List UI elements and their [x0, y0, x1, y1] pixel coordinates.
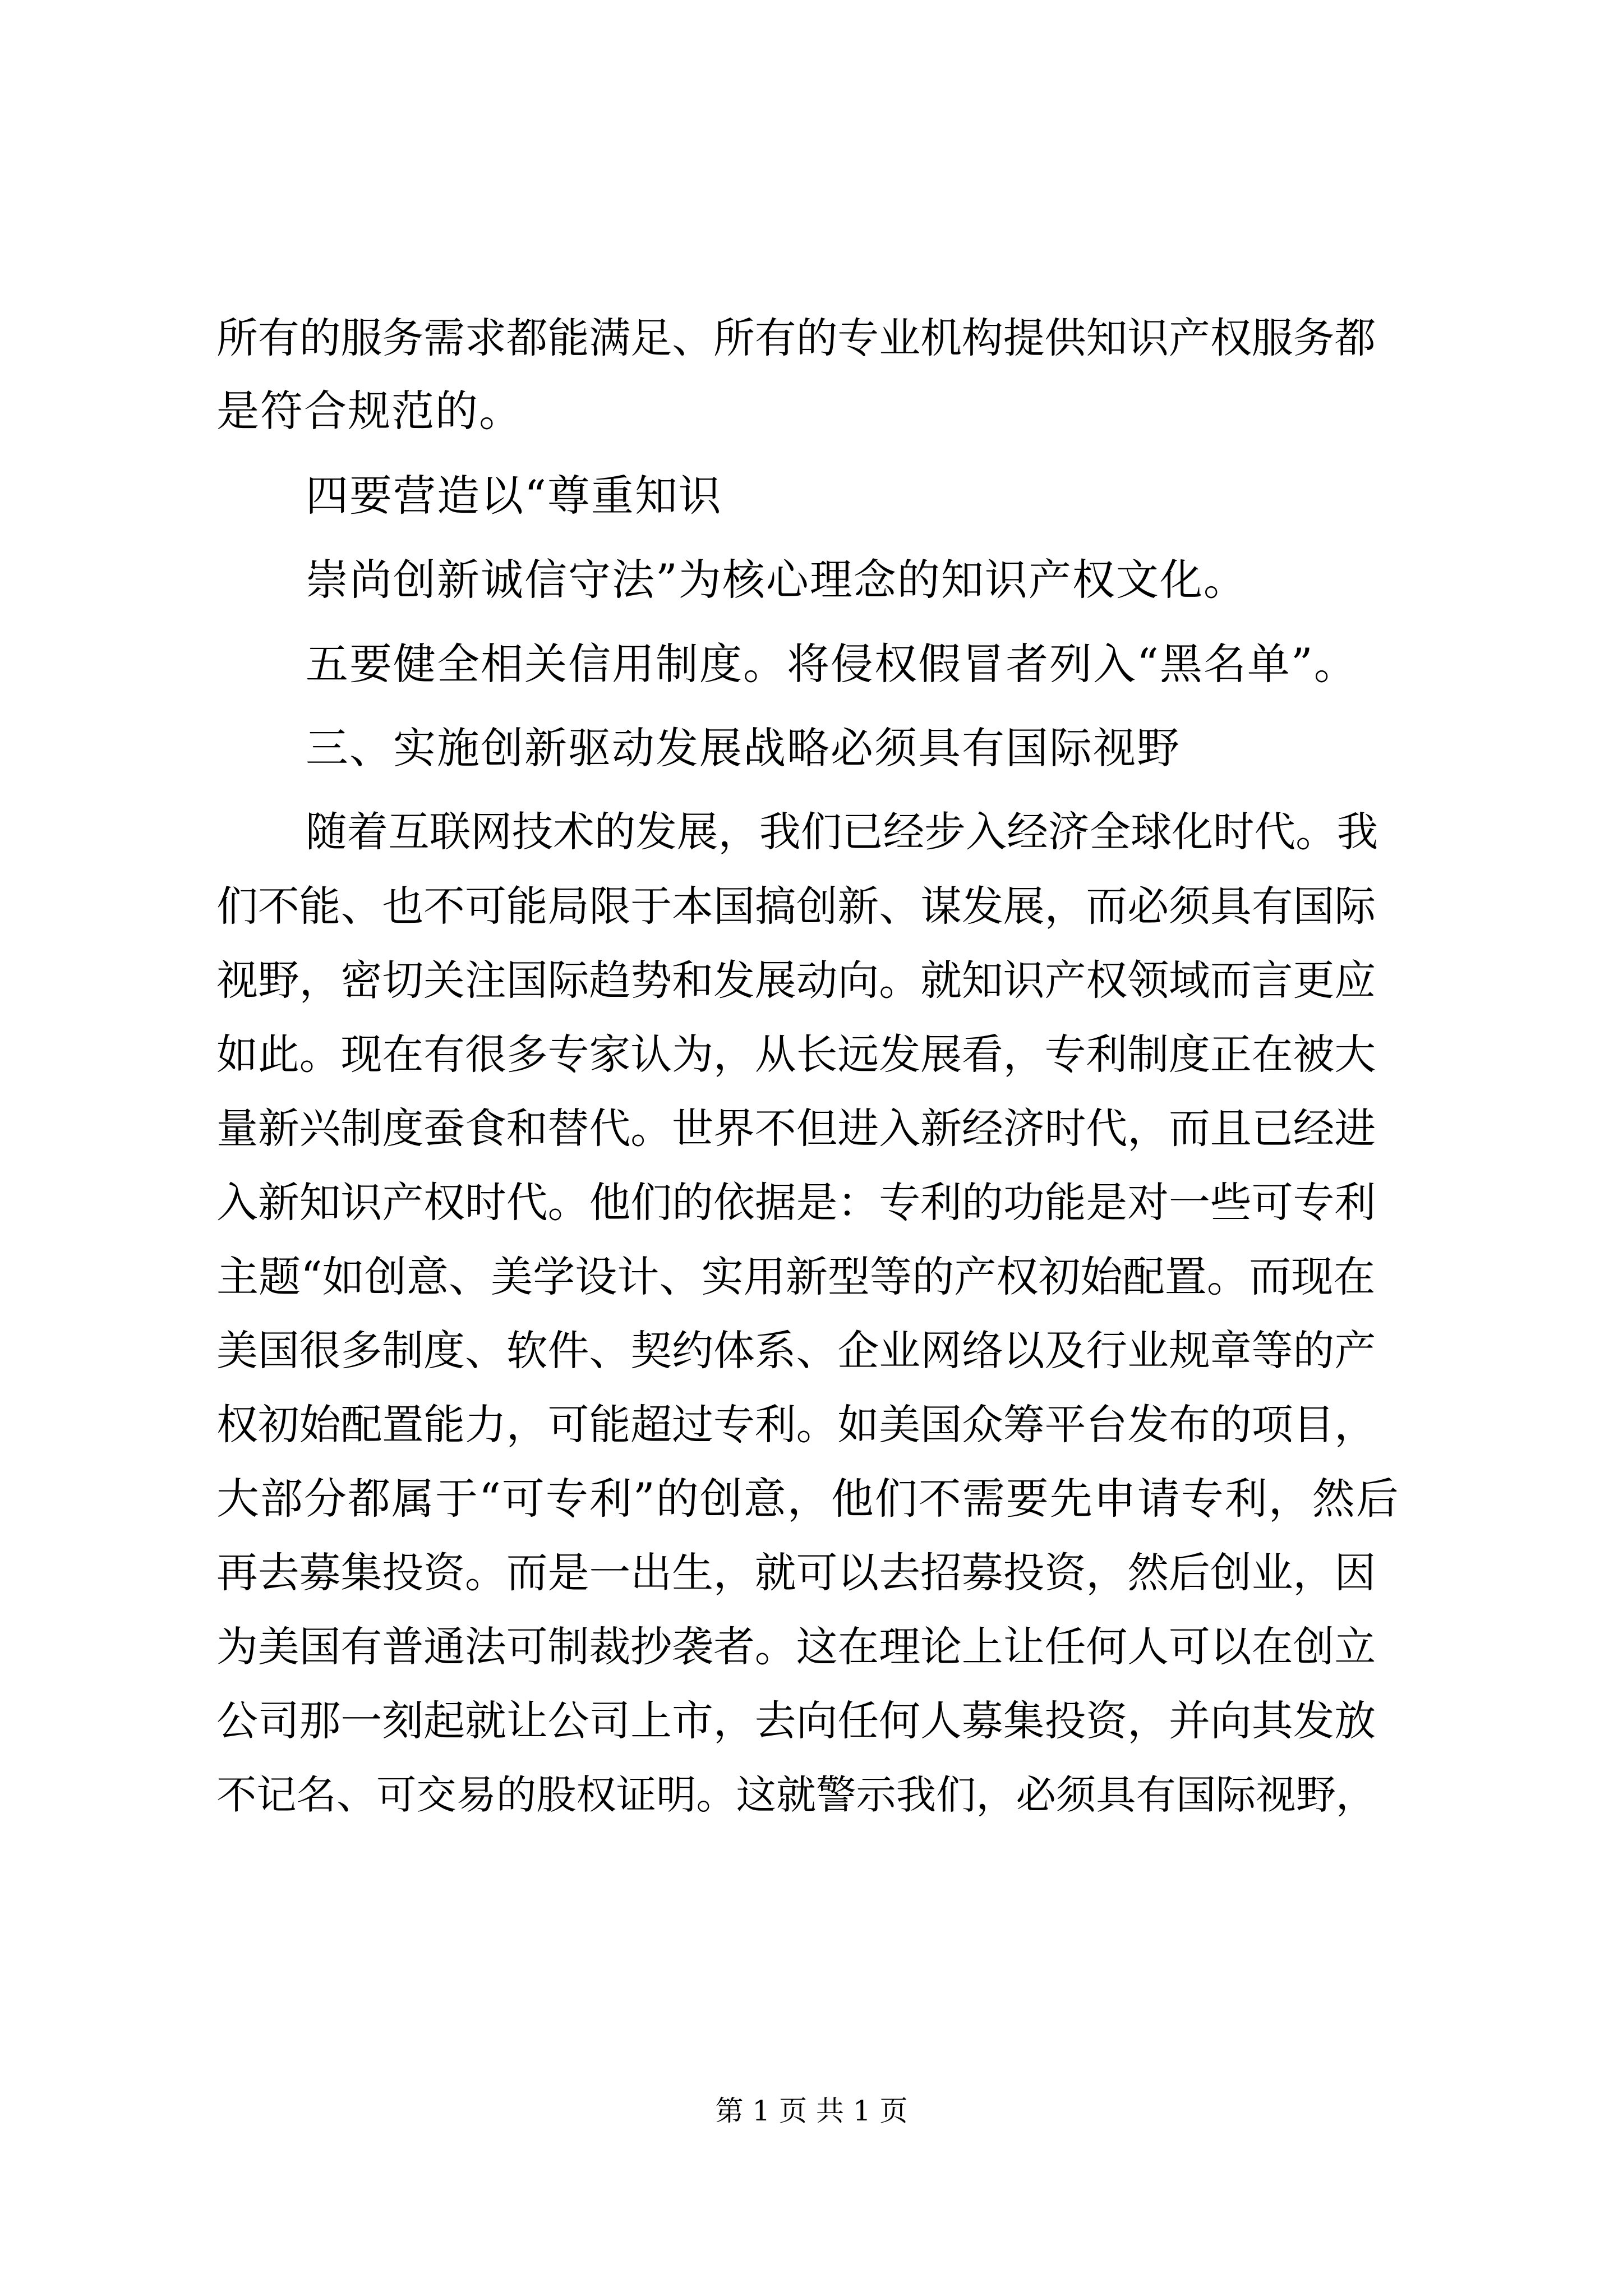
body-text-line: 视野，密切关注国际趋势和发展动向。就知识产权领域而言更应 [216, 956, 1376, 1005]
body-text-line: 美国很多制度、软件、契约体系、企业网络以及行业规章等的产 [216, 1327, 1376, 1375]
body-text-line: 四要营造以“尊重知识 [306, 471, 722, 521]
page-number-footer: 第 1 页 共 1 页 [715, 2095, 908, 2127]
body-text-line: 为美国有普通法可制裁抄袭者。这在理论上让任何人可以在创立 [216, 1623, 1376, 1671]
body-text-line: 公司那一刻起就让公司上市，去向任何人募集投资，并向其发放 [216, 1697, 1376, 1745]
body-text-line: 崇尚创新诚信守法”为核心理念的知识产权文化。 [306, 555, 1247, 605]
section-heading: 三、实施创新驱动发展战略必须具有国际视野 [306, 723, 1181, 773]
body-text-line: 权初始配置能力，可能超过专利。如美国众筹平台发布的项目， [216, 1401, 1376, 1449]
body-text-line: 再去募集投资。而是一出生，就可以去招募投资，然后创业，因 [216, 1549, 1376, 1597]
body-text-line: 不记名、可交易的股权证明。这就警示我们，必须具有国际视野， [216, 1772, 1376, 1818]
body-text-line: 量新兴制度蚕食和替代。世界不但进入新经济时代，而且已经进 [216, 1105, 1376, 1153]
body-text-line: 如此。现在有很多专家认为，从长远发展看，专利制度正在被大 [216, 1030, 1376, 1079]
body-text-line: 们不能、也不可能局限于本国搞创新、谋发展，而必须具有国际 [216, 882, 1376, 931]
body-text-line: 随着互联网技术的发展，我们已经步入经济全球化时代。我 [306, 808, 1378, 856]
body-text-line: 主题“如创意、美学设计、实用新型等的产权初始配置。而现在 [216, 1252, 1376, 1301]
body-text-line: 是符合规范的。 [216, 386, 523, 436]
body-text-line: 大部分都属于“可专利”的创意，他们不需要先申请专利，然后 [216, 1474, 1400, 1524]
body-text-line: 入新知识产权时代。他们的依据是：专利的功能是对一些可专利 [216, 1179, 1376, 1227]
body-text-line: 五要健全相关信用制度。将侵权假冒者列入“黑名单”。 [306, 639, 1358, 689]
body-text-line: 所有的服务需求都能满足、所有的专业机构提供知识产权服务都 [216, 314, 1376, 362]
